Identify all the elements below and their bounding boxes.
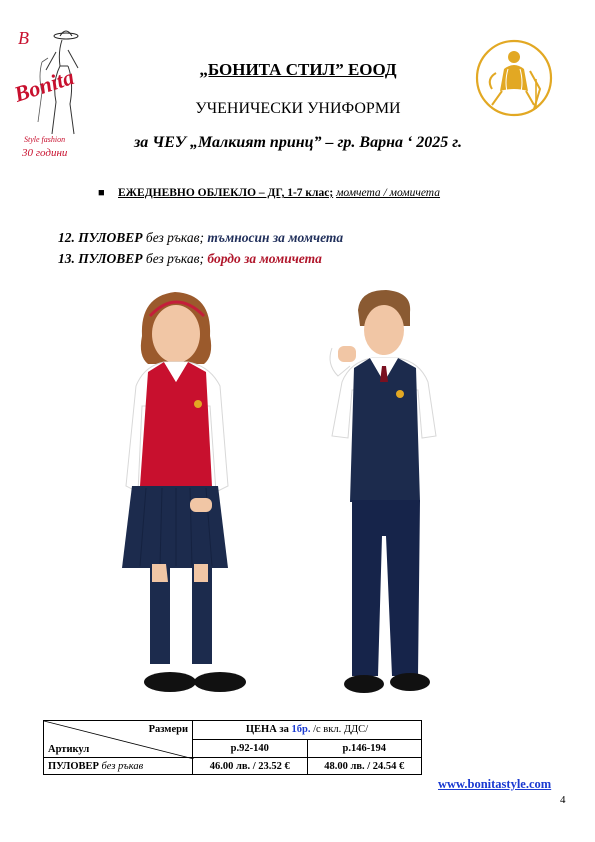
table-row bbox=[44, 758, 422, 775]
girl-figure bbox=[122, 292, 246, 692]
item-13: 13. ПУЛОВЕР без ръкав; бордо за момичета bbox=[58, 251, 322, 266]
bullet-icon: ■ bbox=[98, 187, 105, 199]
school-line: за ЧЕУ „Малкият принц” – гр. Варна ‘ 2025 г. bbox=[134, 134, 462, 151]
price-table bbox=[43, 720, 422, 775]
page-number: 4 bbox=[560, 794, 566, 806]
logo-brand: Bonita bbox=[12, 64, 77, 107]
category-subtitle: момчета / момичета bbox=[336, 187, 441, 199]
logo-letter: B bbox=[18, 28, 29, 48]
price-cell-1: 46.00 лв. / 23.52 € bbox=[193, 758, 308, 775]
bonita-logo bbox=[12, 22, 98, 160]
logo-tagline: Style fashion bbox=[24, 135, 66, 144]
table-corner-cell bbox=[44, 721, 193, 758]
size-col-2: р.146-194 bbox=[307, 739, 422, 758]
sizes-label: Размери bbox=[148, 724, 188, 735]
company-name: „БОНИТА СТИЛ” ЕООД bbox=[199, 60, 397, 79]
school-logo bbox=[474, 39, 554, 117]
document-subtitle: УЧЕНИЧЕСКИ УНИФОРМИ bbox=[195, 100, 401, 117]
category-title: ЕЖЕДНЕВНО ОБЛЕКЛО – ДГ, 1-7 клас; bbox=[118, 187, 334, 199]
price-cell-2: 48.00 лв. / 24.54 € bbox=[307, 758, 422, 775]
price-header: ЦЕНА за 1бр. /с вкл. ДДС/ bbox=[193, 721, 422, 740]
website-link[interactable]: www.bonitastyle.com bbox=[438, 777, 552, 791]
logo-years: 30 години bbox=[22, 147, 68, 159]
boy-figure bbox=[330, 290, 436, 693]
category-bullet bbox=[98, 187, 441, 199]
uniform-photo bbox=[120, 286, 450, 706]
product-cell: ПУЛОВЕР без ръкав bbox=[44, 758, 193, 775]
article-label: Артикул bbox=[48, 744, 90, 755]
size-col-1: р.92-140 bbox=[193, 739, 308, 758]
item-12: 12. ПУЛОВЕР без ръкав; тъмносин за момчета bbox=[58, 230, 344, 245]
